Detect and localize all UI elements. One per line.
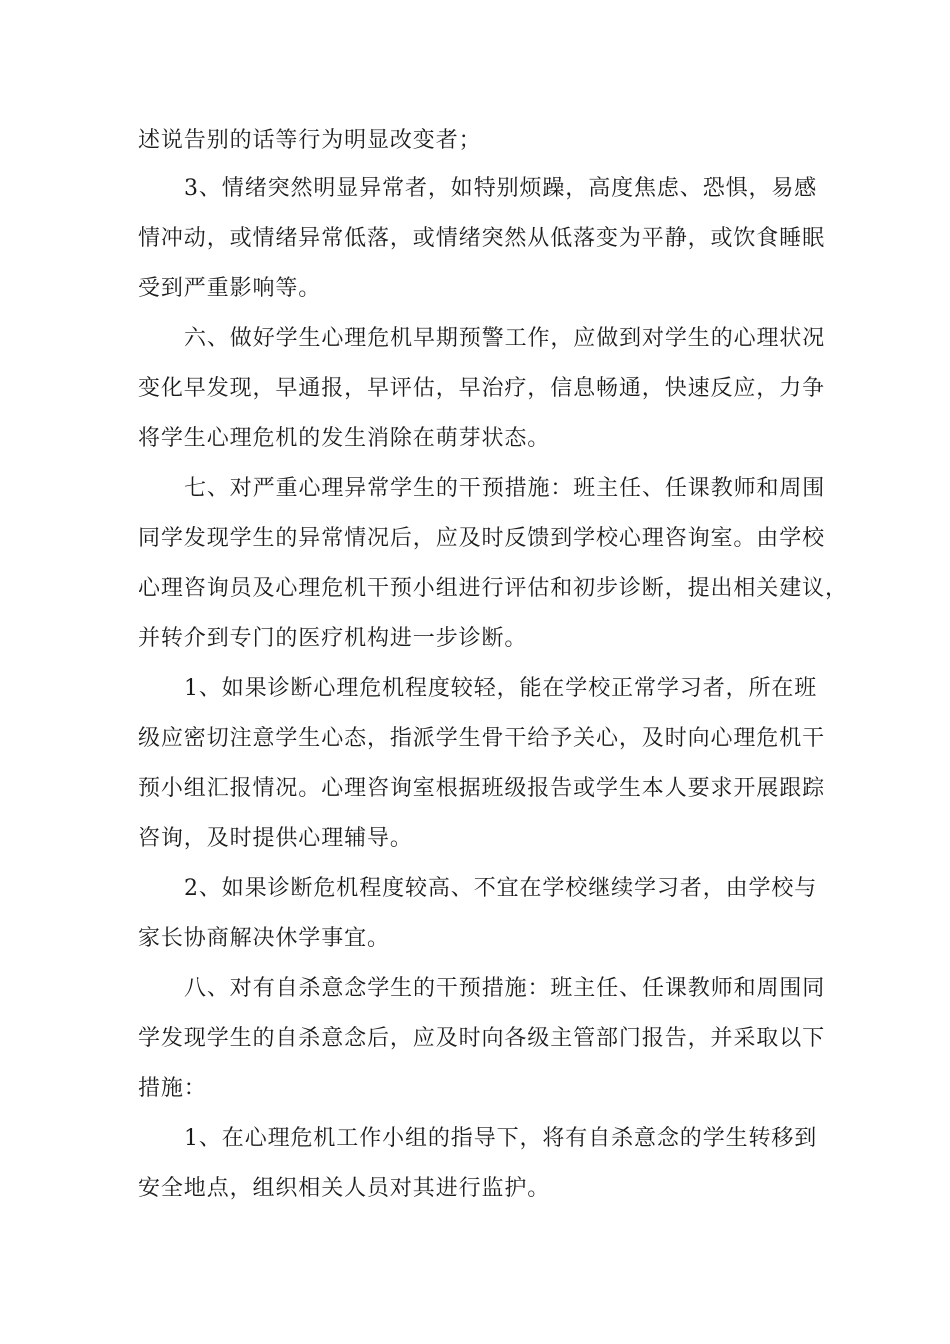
text-line: 情冲动，或情绪异常低落，或情绪突然从低落变为平静，或饮食睡眠 [138, 226, 826, 251]
text-line: 2、如果诊断危机程度较高、不宜在学校继续学习者，由学校与 [184, 876, 818, 901]
text-line: 八、对有自杀意念学生的干预措施：班主任、任课教师和周围同 [184, 976, 826, 1001]
text-line: 1、如果诊断心理危机程度较轻，能在学校正常学习者，所在班 [184, 676, 818, 701]
text-line: 学发现学生的自杀意念后，应及时向各级主管部门报告，并采取以下 [138, 1026, 826, 1051]
text-line: 同学发现学生的异常情况后，应及时反馈到学校心理咨询室。由学校 [138, 526, 826, 551]
text-line: 六、做好学生心理危机早期预警工作，应做到对学生的心理状况 [184, 326, 826, 351]
text-line: 变化早发现，早通报，早评估，早治疗，信息畅通，快速反应，力争 [138, 376, 826, 401]
text-line: 预小组汇报情况。心理咨询室根据班级报告或学生本人要求开展跟踪 [138, 776, 826, 801]
text-line: 七、对严重心理异常学生的干预措施：班主任、任课教师和周围 [184, 476, 826, 501]
text-line: 咨询，及时提供心理辅导。 [138, 826, 413, 851]
text-line: 安全地点，组织相关人员对其进行监护。 [138, 1176, 551, 1201]
text-line: 家长协商解决休学事宜。 [138, 926, 390, 951]
text-line: 述说告别的话等行为明显改变者； [138, 128, 482, 153]
text-line: 并转介到专门的医疗机构进一步诊断。 [138, 626, 528, 651]
text-line: 受到严重影响等。 [138, 276, 322, 301]
text-line: 措施： [138, 1076, 207, 1101]
text-line: 心理咨询员及心理危机干预小组进行评估和初步诊断，提出相关建议， [138, 576, 848, 601]
text-line: 将学生心理危机的发生消除在萌芽状态。 [138, 426, 551, 451]
text-line: 3、情绪突然明显异常者，如特别烦躁，高度焦虑、恐惧，易感 [184, 176, 818, 201]
text-line: 1、在心理危机工作小组的指导下，将有自杀意念的学生转移到 [184, 1126, 818, 1151]
text-line: 级应密切注意学生心态，指派学生骨干给予关心，及时向心理危机干 [138, 726, 826, 751]
